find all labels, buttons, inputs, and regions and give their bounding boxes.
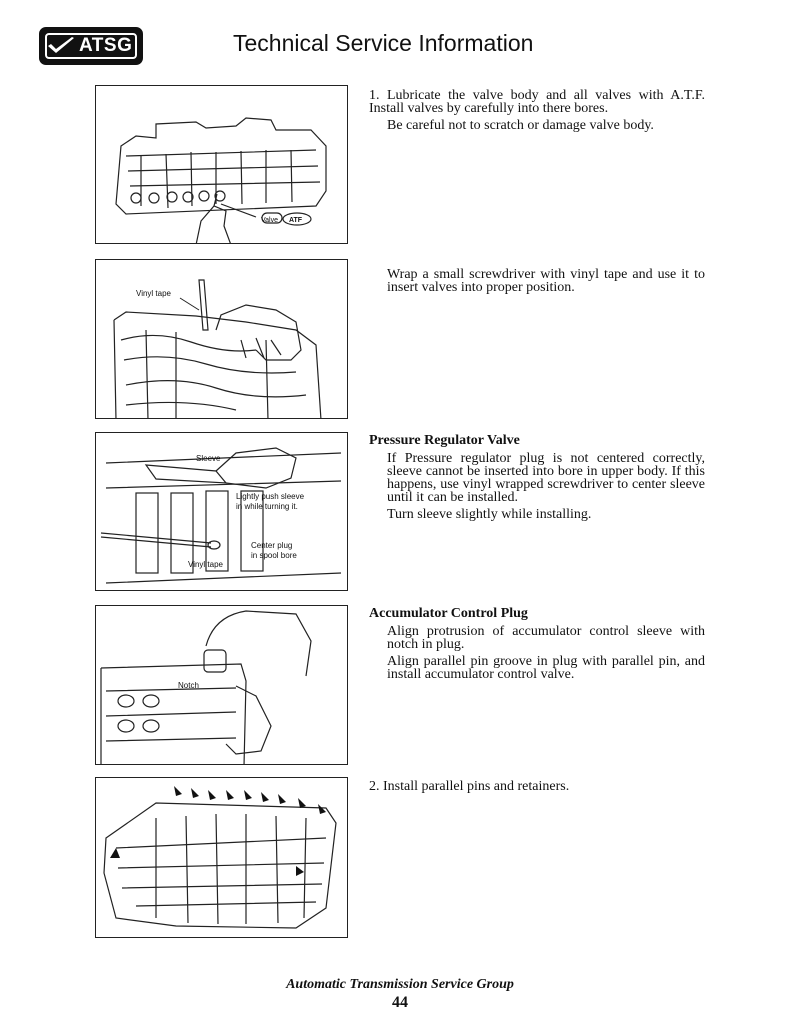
- lightly-push-label: Lightly push sleeve: [236, 492, 305, 501]
- notch-label: Notch: [178, 681, 199, 690]
- step-1-caution: Be careful not to scratch or damage valve body.: [387, 118, 654, 133]
- pressure-regulator-illustration: [96, 433, 348, 591]
- figure-accumulator-plug: [95, 605, 348, 765]
- accumulator-paragraph-1: Align protrusion of accumulator control sleeve with notch in plug.: [387, 624, 705, 652]
- check-mark-icon: [46, 35, 76, 57]
- pressure-regulator-heading: Pressure Regulator Valve: [369, 433, 520, 448]
- screwdriver-illustration: [96, 260, 348, 419]
- pressure-regulator-note: Turn sleeve slightly while installing.: [387, 507, 592, 522]
- accumulator-text: [369, 606, 705, 685]
- accumulator-plug-illustration: [96, 606, 348, 765]
- step-1-paragraph: 1. Lubricate the valve body and all valves with A.T.F. Install valves by carefully into there bores.: [369, 88, 705, 116]
- figure-parallel-pins: [95, 777, 348, 938]
- screwdriver-text: [369, 268, 705, 298]
- screwdriver-paragraph: Wrap a small screwdriver with vinyl tape and use it to insert valves into proper position.: [387, 267, 705, 295]
- figure-valve-body-lubrication: [95, 85, 348, 244]
- vinyl-tape-label: Vinyl tape: [136, 289, 171, 298]
- page-number: 44: [392, 994, 408, 1011]
- page-title: Technical Service Information: [233, 30, 534, 56]
- logo-text: ATSG: [79, 35, 133, 56]
- while-turning-label: in while turning it.: [236, 502, 298, 511]
- valve-label: Valve: [261, 217, 278, 224]
- atsg-logo: [39, 27, 143, 65]
- step-2-text: [369, 780, 705, 797]
- parallel-pins-illustration: [96, 778, 348, 938]
- valve-body-illustration: [96, 86, 348, 244]
- atf-label: ATF: [289, 217, 303, 224]
- figure-screwdriver-vinyl-tape: [95, 259, 348, 419]
- sleeve-label: Sleeve: [196, 454, 221, 463]
- center-plug-label: Center plug: [251, 541, 293, 550]
- step-1-text: [369, 89, 705, 136]
- pressure-regulator-text: [369, 433, 705, 525]
- arrow-markers: [110, 786, 326, 876]
- spool-bore-label: in spool bore: [251, 551, 297, 560]
- pressure-regulator-paragraph: If Pressure regulator plug is not centered correctly, sleeve cannot be inserted into bore in upper body. If this happens, use vinyl wrapped screwdriver to center sleeve until it can be installed.: [387, 451, 705, 505]
- footer-publisher: Automatic Transmission Service Group: [286, 977, 514, 992]
- vinyl-tape-label-2: Vinyl tape: [188, 560, 223, 569]
- figure-pressure-regulator: [95, 432, 348, 591]
- accumulator-paragraph-2: Align parallel pin groove in plug with parallel pin, and install accumulator control valve.: [387, 654, 705, 682]
- step-2-paragraph: 2. Install parallel pins and retainers.: [369, 779, 570, 794]
- accumulator-heading: Accumulator Control Plug: [369, 606, 528, 621]
